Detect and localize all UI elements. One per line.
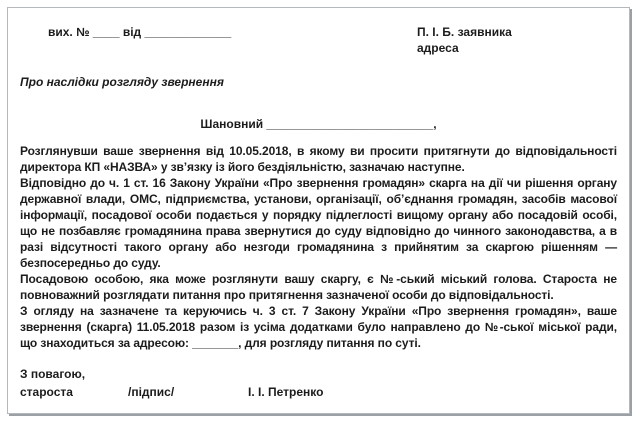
body-paragraph-4: З огляду на зазначене та керуючись ч. 3 ст. 7 Закону України «Про звернення громадян», ваше звернення (скарга) 11.05.2018 разом із усіма додатками було направлено до №-ської міської ради, що знаходиться за адресою: _______, для розгляду питання по суті.: [20, 304, 617, 350]
recipient-name: П. І. Б. заявника: [417, 25, 512, 39]
recipient-address: адреса: [417, 41, 459, 55]
body-paragraph-1: Розглянувши ваше звернення від 10.05.2018, в якому ви просити притягнути до відповідальності директора КП «НАЗВА» у зв’язку із його бездіяльністю, зазначаю наступне.: [20, 144, 617, 174]
signature-row: [20, 384, 617, 400]
recipient-block: [417, 24, 617, 56]
subject-line: Про наслідки розгляду звернення: [20, 75, 224, 89]
body-paragraph-3: Посадовою особою, яка може розглянути вашу скаргу, є №-ський міський голова. Староста не повноважний розглядати питання про притягнення зазначеної особи до відповідальності.: [20, 272, 617, 302]
outgoing-ref-line: вих. № ____ від _____________: [48, 25, 232, 39]
signer-name: І. І. Петренко: [248, 385, 324, 399]
closing-position: староста: [20, 385, 73, 399]
letter-header: [20, 24, 617, 56]
body-paragraph-2: Відповідно до ч. 1 ст. 16 Закону України «Про звернення громадян» скарга на дії чи рішення органу державної влади, ОМС, підприємства, установи, організації, об’єднання громадян, засобів масової інформації, посадової особи подається у порядку підлеглості вищому органу або посадовій особі, що не позбавляє громадянина права звернутися до суду відповідно до чинного законодавства, а в разі відсутності такого органу або незгоди громадянина з прийнятим за скаргою рішенням — безпосередньо до суду.: [20, 176, 617, 270]
closing-block: [20, 366, 617, 400]
closing-regards: З повагою,: [20, 367, 86, 381]
letter-page: [7, 7, 630, 414]
signature-placeholder: /підпис/: [128, 385, 175, 399]
letter-body: [20, 143, 617, 351]
salutation-line: Шановний _________________________,: [200, 117, 437, 131]
